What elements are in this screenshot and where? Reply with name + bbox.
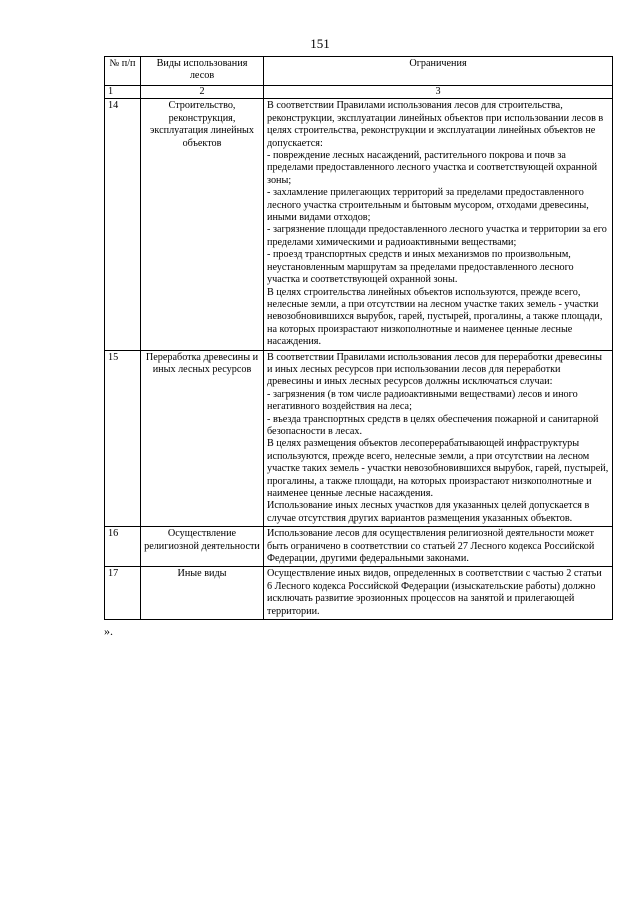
- table-row: [105, 567, 613, 620]
- restriction-paragraph: В соответствии Правилами использования лесов для строительства, реконструкции, эксплуатации линейных объектов при использовании лесов в целях строительства, реконструкции и эксплуатации линейных объектов не допускается:: [267, 100, 604, 149]
- restriction-paragraph: В целях размещения объектов лесоперерабатывающей инфраструктуры используются, прежде всего, нелесные земли, а при отсутствии на лесном участке таких земель - участки невозобновившихся вырубок, гарей, пустырей, прогалины, а также площади, на которых произрастают низкополнотные и наименее ценные лесные насаждения.: [267, 438, 609, 499]
- usage-type-cell: Строительство, реконструкция, эксплуатация линейных объектов: [141, 99, 264, 350]
- table-row: [105, 99, 613, 350]
- table-header-row: [105, 57, 613, 86]
- usage-type-cell: Иные виды: [141, 567, 264, 620]
- column-number-1: 1: [105, 86, 141, 99]
- row-number: 14: [105, 99, 141, 350]
- row-number: 15: [105, 350, 141, 527]
- restriction-paragraph: - загрязнения (в том числе радиоактивными веществами) лесов и иного негативного воздействия на леса;: [267, 388, 578, 413]
- restriction-paragraph: - въезда транспортных средств в целях обеспечения пожарной и санитарной безопасности в лесах.: [267, 413, 599, 437]
- restriction-paragraph: - загрязнение площади предоставленного лесного участка и территории за его пределами химическими и радиоактивными веществами;: [267, 224, 607, 248]
- column-number-row: [105, 86, 613, 99]
- restriction-paragraph: - повреждение лесных насаждений, растительного покрова и почв за пределами предоставленного лесного участка и соответствующей охранной зоны;: [267, 150, 598, 186]
- restriction-paragraph: В целях строительства линейных объектов используются, прежде всего, нелесные земли, а при отсутствии на лесном участке таких земель - участки невозобновившихся вырубок, гарей, пустырей, прогалины, а также площади, на которых произрастают низкополнотные и наименее ценные лесные насаждения.: [267, 286, 603, 348]
- closing-quote-mark: ».: [104, 624, 113, 638]
- restriction-paragraph: - проезд транспортных средств и иных механизмов по произвольным, неустановленным маршрутам за пределами предоставленного лесного участка и соответствующей охранной зоны.: [267, 249, 574, 286]
- restriction-paragraph: В соответствии Правилами использования лесов для переработки древесины и иных лесных ресурсов при использовании лесов для переработки древесины и иных лесных ресурсов должны исключаться случаи:: [267, 351, 602, 388]
- restriction-paragraph: - захламление прилегающих территорий за пределами предоставленного лесного участка строительным и бытовым мусором, отходами древесины, иными видами отходов;: [267, 187, 589, 224]
- column-number-3: 3: [264, 86, 613, 99]
- restriction-paragraph: Использование лесов для осуществления религиозной деятельности может быть ограничено в соответствии со статьей 27 Лесного кодекса Российской Федерации, другими федеральными законами.: [267, 528, 595, 565]
- header-usage-type: Виды использования лесов: [141, 57, 264, 86]
- row-number: 16: [105, 527, 141, 567]
- restrictions-table: [104, 56, 613, 620]
- table-row: [105, 350, 613, 527]
- restrictions-cell: [264, 527, 613, 567]
- usage-type-cell: Переработка древесины и иных лесных ресурсов: [141, 350, 264, 527]
- header-number: № п/п: [105, 57, 141, 86]
- header-restrictions: Ограничения: [264, 57, 613, 86]
- restriction-paragraph: Использование иных лесных участков для указанных целей допускается в случае отсутствия других вариантов размещения указанных объектов.: [267, 500, 590, 524]
- row-number: 17: [105, 567, 141, 620]
- restriction-paragraph: Осуществление иных видов, определенных в соответствии с частью 2 статьи 6 Лесного кодекса Российской Федерации (изыскательские работы) должно исключать развитие эрозионных процессов на занятой и прилегающей территории.: [267, 568, 602, 617]
- restrictions-cell: [264, 350, 613, 527]
- usage-type-cell: Осуществление религиозной деятельности: [141, 527, 264, 567]
- table-row: [105, 527, 613, 567]
- page-number: 151: [310, 36, 330, 51]
- restrictions-cell: [264, 99, 613, 350]
- column-number-2: 2: [141, 86, 264, 99]
- restrictions-cell: [264, 567, 613, 620]
